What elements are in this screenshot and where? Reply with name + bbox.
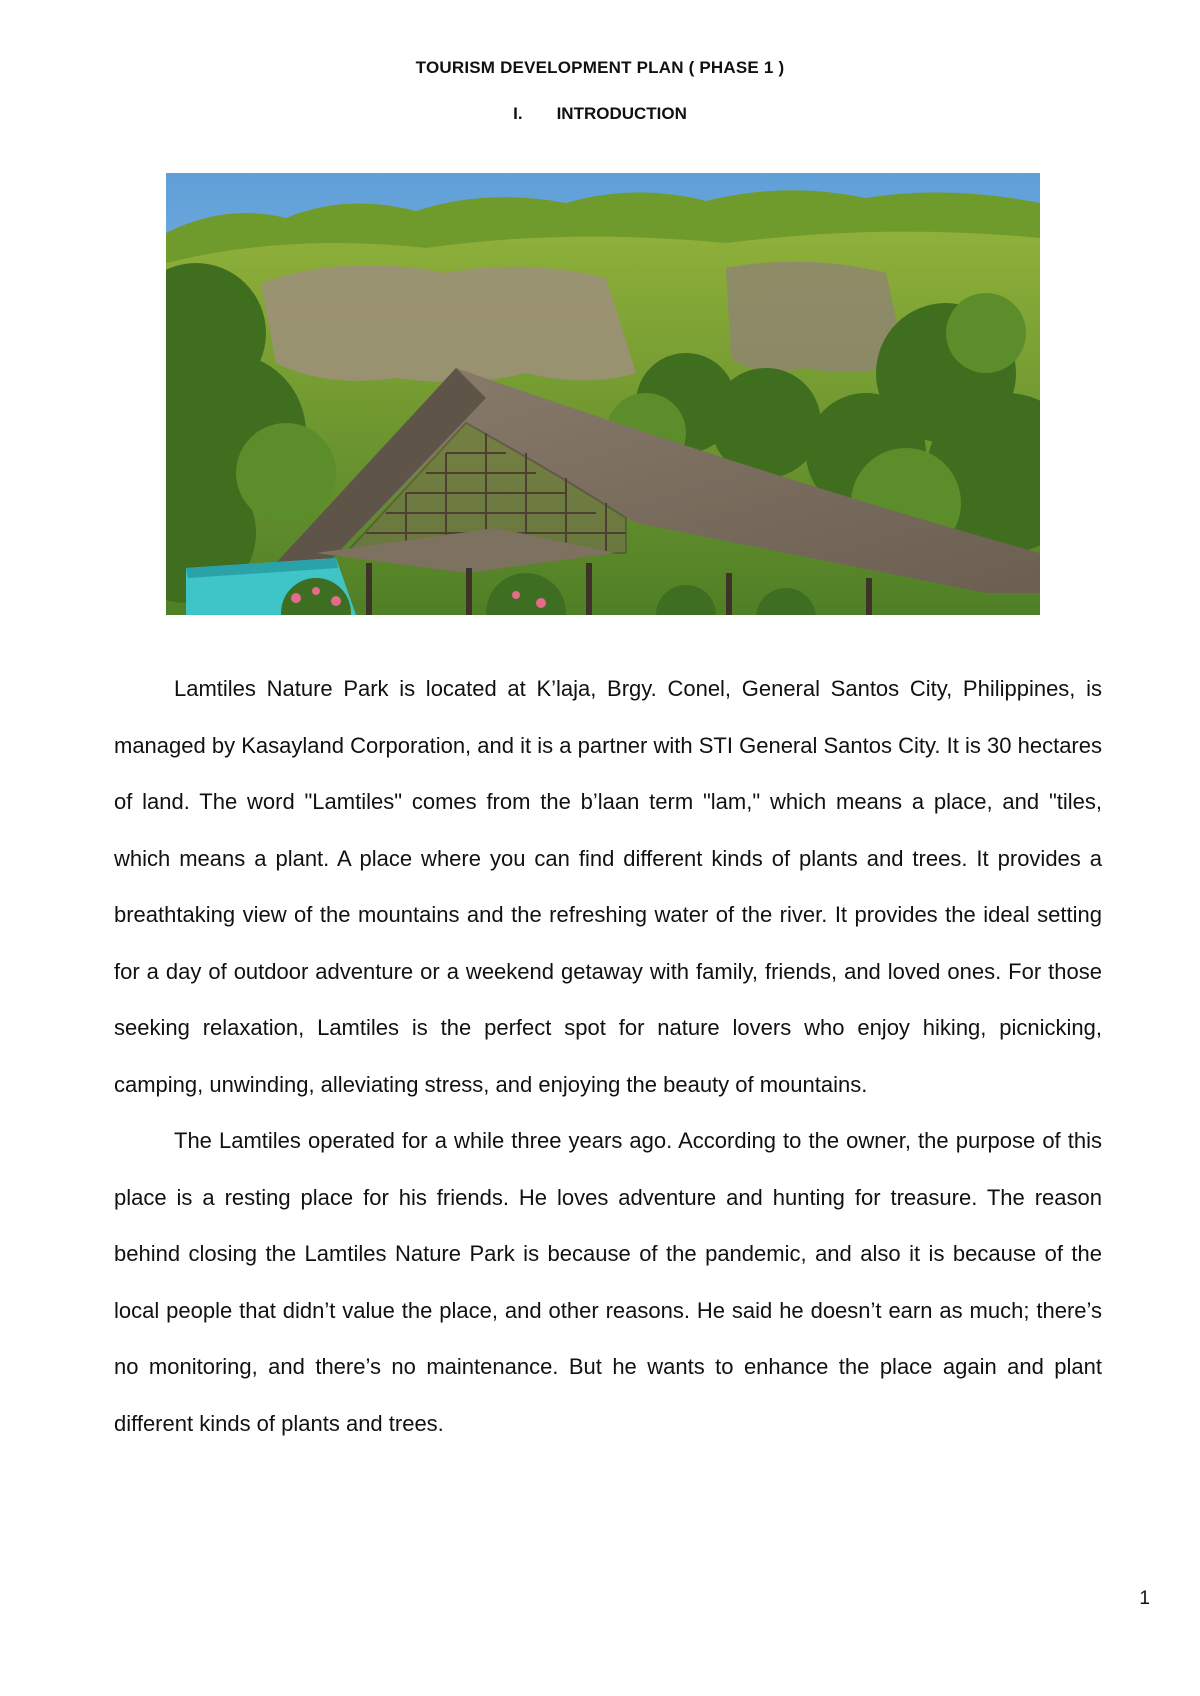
section-title: INTRODUCTION — [556, 104, 687, 123]
paragraph: The Lamtiles operated for a while three years ago. According to the owner, the purpose of this place is a resting place for his friends. He loves adventure and hunting for treasure. The reason behind closing the Lamtiles Nature Park is because of the pandemic, and also it is because of the local people that didn’t value the place, and other reasons. He said he doesn’t earn as much; there’s no monitoring, and there’s no maintenance. But he wants to enhance the place again and plant different kinds of plants and trees. — [114, 1128, 1102, 1436]
document-body — [114, 661, 1102, 1452]
section-number: I. — [513, 104, 523, 123]
paragraph: Lamtiles Nature Park is located at K’laja, Brgy. Conel, General Santos City, Philippines, is managed by Kasayland Corporation, and it is a partner with STI General Santos City. It is 30 hectares of land. The word "Lamtiles" comes from the b’laan term "lam," which means a place, and "tiles, which means a plant. A place where you can find different kinds of plants and trees. It provides a breathtaking view of the mountains and the refreshing water of the river. It provides the ideal setting for a day of outdoor adventure or a weekend getaway with family, friends, and loved ones. For those seeking relaxation, Lamtiles is the perfect spot for nature lovers who enjoy hiking, picnicking, camping, unwinding, alleviating stress, and enjoying the beauty of mountains. — [114, 676, 1102, 1097]
nature-park-photo — [166, 173, 1040, 615]
page-number: 1 — [1139, 1588, 1150, 1609]
document-title: TOURISM DEVELOPMENT PLAN ( PHASE 1 ) — [415, 58, 785, 77]
section-heading — [0, 104, 1200, 124]
